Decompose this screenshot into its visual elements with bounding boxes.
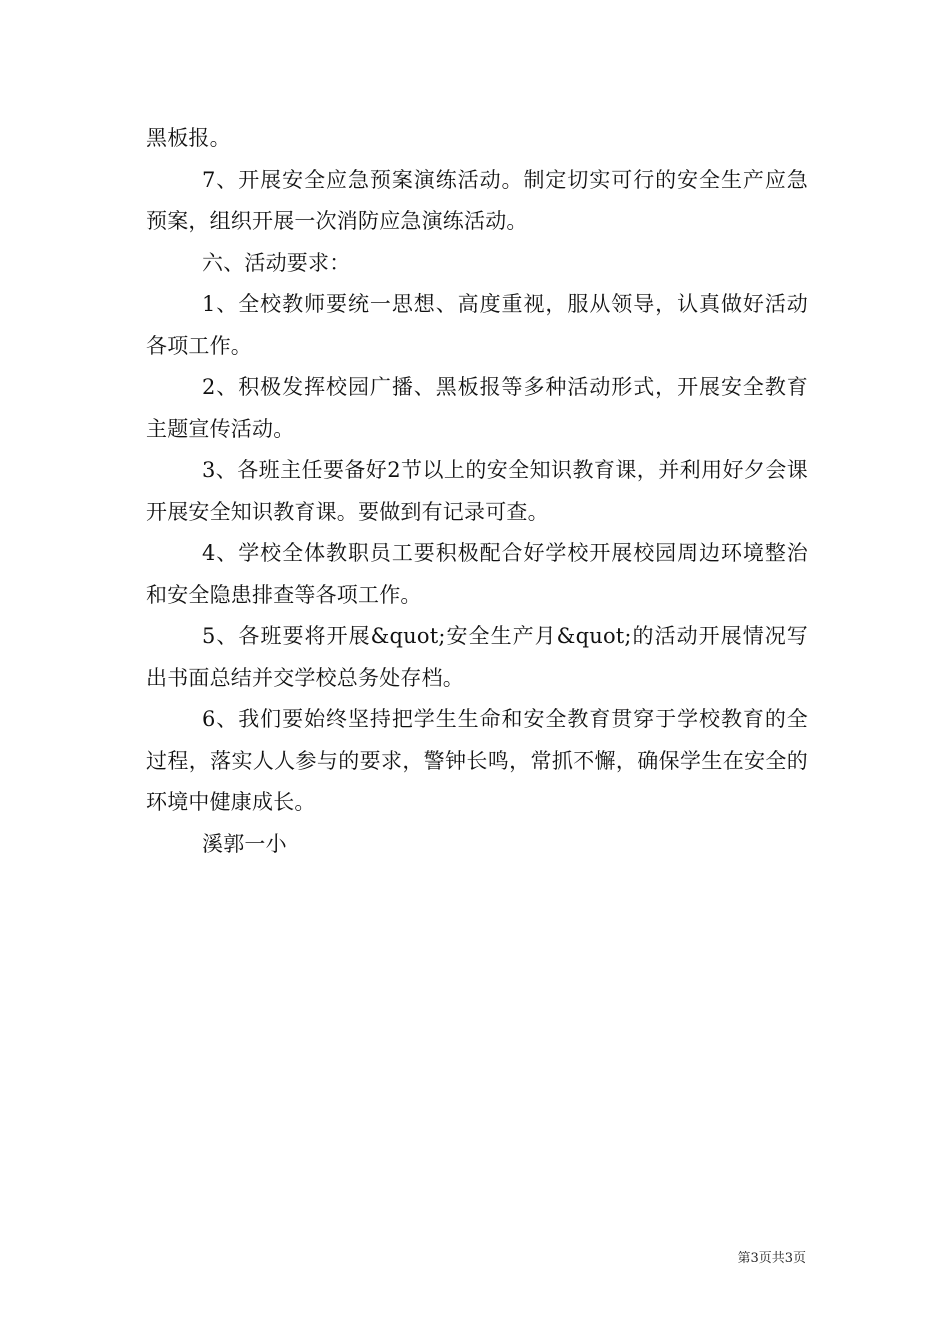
requirement-item-3: 3、各班主任要备好2节以上的安全知识教育课，并利用好夕会课开展安全知识教育课。要做到有记录可查。 [146,458,808,524]
page-number-footer: 第3页共3页 [737,1251,806,1266]
signature-school-name: 溪郭一小 [202,831,287,856]
paragraph-continuation: 黑板报。 [146,126,231,150]
requirement-item-1: 1、全校教师要统一思想、高度重视，服从领导，认真做好活动各项工作。 [146,292,808,358]
requirement-item-6: 6、我们要始终坚持把学生生命和安全教育贯穿于学校教育的全过程，落实人人参与的要求，警钟长鸣，常抓不懈，确保学生在安全的环境中健康成长。 [146,707,808,814]
requirement-item-2: 2、积极发挥校园广播、黑板报等多种活动形式，开展安全教育主题宣传活动。 [146,375,808,441]
requirement-item-4: 4、学校全体教职员工要积极配合好学校开展校园周边环境整治和安全隐患排查等各项工作。 [146,541,808,607]
section-heading-requirements: 六、活动要求： [202,250,351,275]
requirement-item-5: 5、各班要将开展&quot;安全生产月&quot;的活动开展情况写出书面总结并交学校总务处存档。 [146,624,808,690]
paragraph-item-7: 7、开展安全应急预案演练活动。制定切实可行的安全生产应急预案，组织开展一次消防应急演练活动。 [146,167,808,233]
document-body [146,118,808,865]
